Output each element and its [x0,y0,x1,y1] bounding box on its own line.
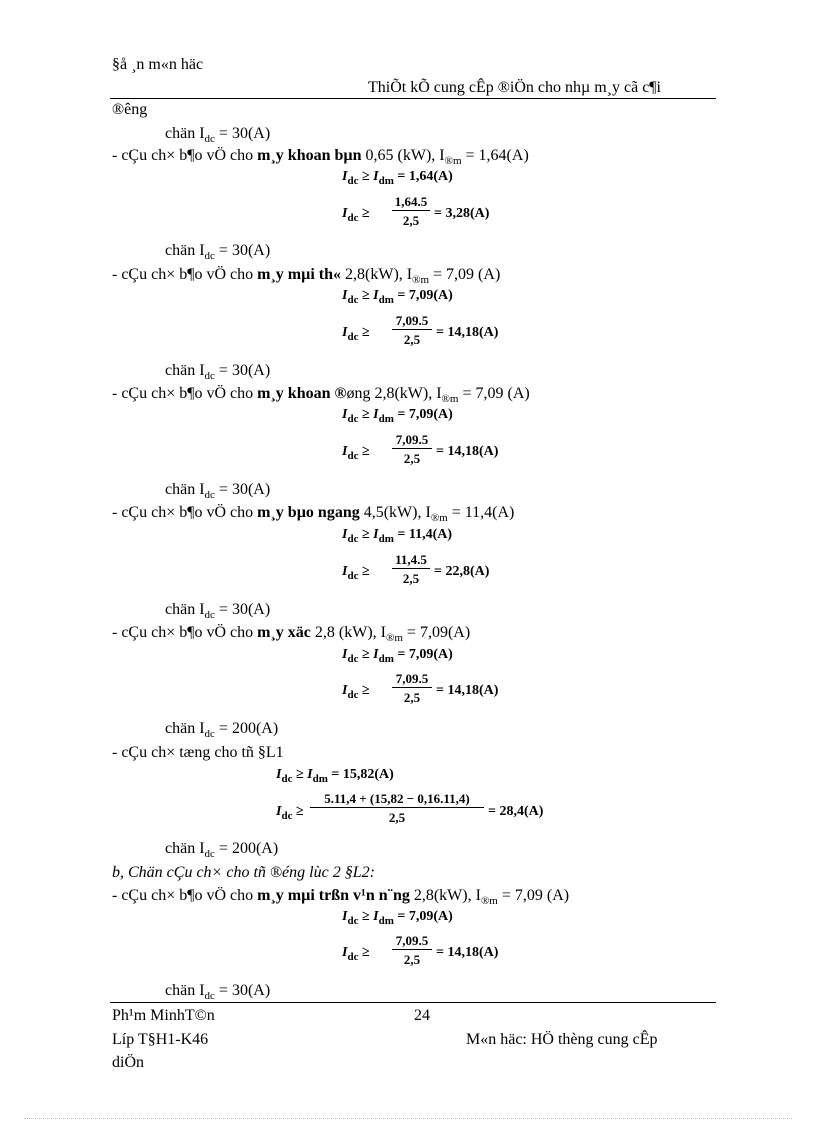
formula-result: = 28,4(A) [488,804,544,819]
selection-line: chän $I_{dc} = 30(A)$ [165,125,271,145]
fuse-line-cylindrical-grinder: - cÇu ch× b¶o vÖ cho m¸y mµi trßn v¹n n¨ng 2,8(kW), $I_{®m} = 7,09$ (A) [112,887,570,907]
header-rule [110,98,716,99]
fuse-line-drill-upright: - cÇu ch× b¶o vÖ cho m¸y khoan ®øng 2,8(kW), $I_{®m} = 7,09$ (A) [112,385,530,405]
footer-subject: M«n häc: HÖ thèng cung cÊp [466,1031,658,1048]
formula-current: $I_{dc} \ge I_{dm} = 7,09(A)$ [342,288,453,306]
formula-current: $I_{dc} \ge I_{dm} = 7,09(A)$ [342,909,453,927]
formula-current: $I_{dc} \ge I_{dm} = 11,4(A)$ [342,527,453,545]
fraction: $\frac{5.11,4 + (15,82 - 0,16.11,4)}{2,5}$ [310,792,484,824]
fuse-line-shaper: - cÇu ch× b¶o vÖ cho m¸y xäc 2,8 (kW), $I_{®m} = 7,09(A)$ [112,624,471,644]
selection-line: chän $I_{dc} = 30(A)$ [165,481,271,501]
selection-line: chän $I_{dc} = 200(A)$ [165,840,279,860]
footer-author: Ph¹m MinhT©n [112,1007,215,1024]
footer-rule [110,1002,716,1003]
formula-result: = 14,18(A) [436,444,499,459]
fraction: $\frac{11,4.5}{2,5}$ [392,553,430,585]
header-right: ThiÕt kÕ cung cÊp ®iÖn cho nhµ m¸y cã c¶i [368,79,661,96]
fuse-line-drill-bench: - cÇu ch× b¶o vÖ cho m¸y khoan bµn 0,65 (kW), $I_{®m} = 1,64(A)$ [112,147,529,167]
fuse-line-total-dl1: - cÇu ch× tæng cho tñ §L1 [112,744,284,761]
text-line: ®êng [112,101,148,118]
page-number: 24 [414,1007,430,1024]
fuse-line-grinder: - cÇu ch× b¶o vÖ cho m¸y mµi th« 2,8(kW), $I_{®m} = 7,09$ (A) [112,266,501,286]
formula-current: $I_{dc} \ge I_{dm} = 15,82(A)$ [276,767,394,785]
footer-class: Líp T§H1-K46 [112,1031,209,1048]
formula-result: = 22,8(A) [434,564,490,579]
selection-line: chän $I_{dc} = 30(A)$ [165,242,271,262]
formula-result: = 14,18(A) [436,945,499,960]
formula-fraction-lhs: $I_{dc}$ ≥ [342,444,370,462]
formula-fraction-lhs: $I_{dc}$ ≥ [342,325,370,343]
formula-current: $I_{dc} \ge I_{dm} = 1,64(A)$ [342,169,453,187]
selection-line: chän $I_{dc} = 30(A)$ [165,601,271,621]
fraction: $\frac{7,09.5}{2,5}$ [392,672,432,704]
fraction: $\frac{1,64.5}{2,5}$ [392,195,430,227]
page-edge [24,1118,792,1119]
selection-line: chän $I_{dc} = 30(A)$ [165,362,271,382]
selection-line: chän $I_{dc} = 200(A)$ [165,720,279,740]
formula-fraction-lhs: $I_{dc}$ ≥ [342,683,370,701]
fraction: $\frac{7,09.5}{2,5}$ [392,934,432,966]
fraction: $\frac{7,09.5}{2,5}$ [392,314,432,346]
fraction: $\frac{7,09.5}{2,5}$ [392,433,432,465]
fuse-line-planer: - cÇu ch× b¶o vÖ cho m¸y bµo ngang 4,5(kW), $I_{®m} = 11,4(A)$ [112,504,515,524]
formula-fraction-lhs: $I_{dc}$ ≥ [276,804,304,822]
formula-current: $I_{dc} \ge I_{dm} = 7,09(A)$ [342,407,453,425]
formula-result: = 3,28(A) [434,206,490,221]
section-heading: b, Chän cÇu ch× cho tñ ®éng lùc 2 §L2: [112,864,375,881]
formula-result: = 14,18(A) [436,683,499,698]
formula-fraction-lhs: $I_{dc}$ ≥ [342,206,370,224]
formula-fraction-lhs: $I_{dc}$ ≥ [342,564,370,582]
selection-line: chän $I_{dc} = 30(A)$ [165,982,271,1002]
formula-result: = 14,18(A) [436,325,499,340]
footer-subject-cont: diÖn [112,1054,144,1071]
formula-fraction-lhs: $I_{dc}$ ≥ [342,945,370,963]
header-left: §å ¸n m«n häc [112,56,204,73]
formula-current: $I_{dc} \ge I_{dm} = 7,09(A)$ [342,647,453,665]
